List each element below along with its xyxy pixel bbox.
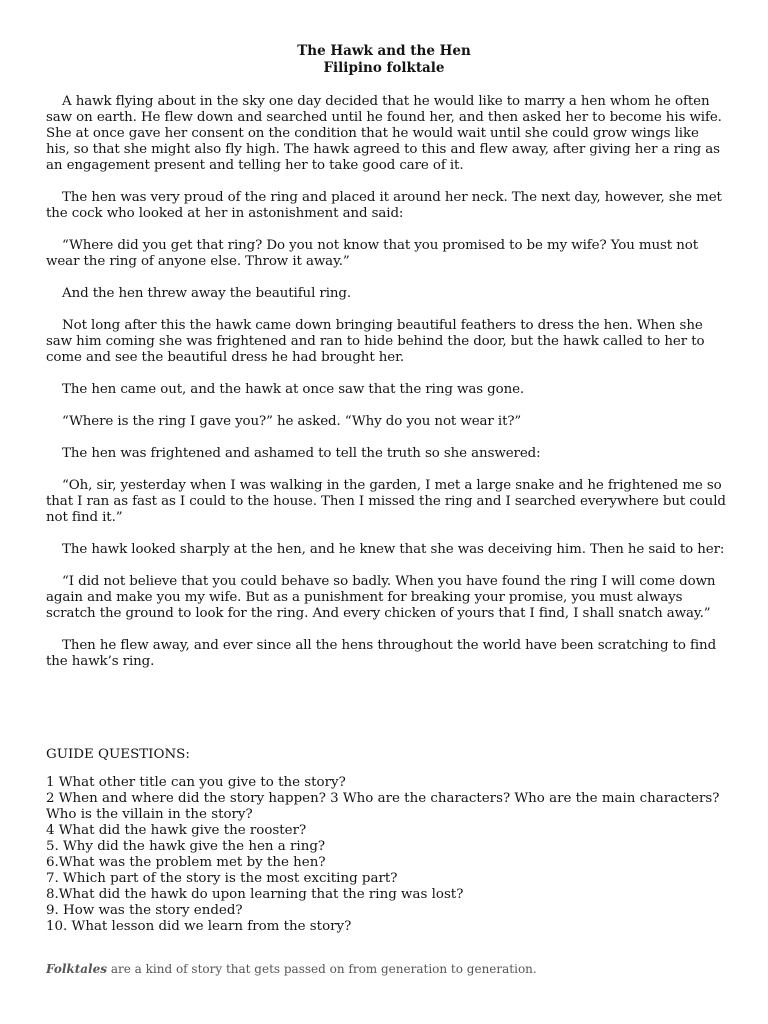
question-item: 2 When and where did the story happen? 3 Who are the characters? Who are the main characters? Who is the villain in the story?	[46, 791, 720, 822]
story-paragraph: “I did not believe that you could behave so badly. When you have found the ring I will come down again and make you my wife. But as a punishment for breaking your promise, you must always scratch the ground to look for the ring. And every chicken of yours that I find, I shall snatch away.”	[46, 574, 716, 621]
question-list	[46, 775, 726, 935]
question-item: 4 What did the hawk give the rooster?	[46, 823, 307, 838]
question-item: 7. Which part of the story is the most exciting part?	[46, 871, 398, 886]
footer-term: Folktales	[46, 962, 108, 976]
story-paragraph: “Oh, sir, yesterday when I was walking in the garden, I met a large snake and he frightened me so that I ran as fast as I could to the house. Then I missed the ring and I searched everywhere but could not find it.”	[46, 478, 726, 525]
question-item: 9. How was the story ended?	[46, 903, 243, 918]
story-paragraph: Not long after this the hawk came down bringing beautiful feathers to dress the hen. When she saw him coming she was frightened and ran to hide behind the door, but the hawk called to her to come and see the beautiful dress he had brought her.	[46, 318, 705, 365]
question-item: 8.What did the hawk do upon learning that the ring was lost?	[46, 887, 464, 902]
footer-text: are a kind of story that gets passed on from generation to generation.	[107, 962, 537, 976]
question-item: 6.What was the problem met by the hen?	[46, 855, 326, 870]
footer-note	[46, 961, 726, 977]
title-block	[0, 43, 768, 77]
story-paragraph: The hen was frightened and ashamed to tell the truth so she answered:	[62, 446, 541, 461]
story-paragraph: And the hen threw away the beautiful ring.	[62, 286, 352, 301]
question-item: 5. Why did the hawk give the hen a ring?	[46, 839, 326, 854]
guide-questions	[46, 747, 726, 935]
question-item: 1 What other title can you give to the story?	[46, 775, 346, 790]
story-paragraph: The hawk looked sharply at the hen, and he knew that she was deceiving him. Then he said to her:	[62, 542, 725, 557]
story-subtitle: Filipino folktale	[323, 60, 445, 76]
question-item: 10. What lesson did we learn from the story?	[46, 919, 352, 934]
story-paragraph: Then he flew away, and ever since all the hens throughout the world have been scratching to find the hawk’s ring.	[46, 638, 717, 669]
guide-questions-heading: GUIDE QUESTIONS:	[46, 747, 190, 762]
story-title: The Hawk and the Hen	[297, 43, 471, 59]
story-paragraph: A hawk flying about in the sky one day decided that he would like to marry a hen whom he often saw on earth. He flew down and searched until he found her, and then asked her to become his wife. She at once gave her consent on the condition that he would wait until she could grow wings like his, so that she might also fly high. The hawk agreed to this and flew away, after giving her a ring as an engagement present and telling her to take good care of it.	[46, 94, 722, 173]
story-body	[46, 94, 726, 686]
story-paragraph: The hen came out, and the hawk at once saw that the ring was gone.	[62, 382, 525, 397]
story-paragraph: “Where is the ring I gave you?” he asked. “Why do you not wear it?”	[62, 414, 522, 429]
story-paragraph: The hen was very proud of the ring and placed it around her neck. The next day, however, she met the cock who looked at her in astonishment and said:	[46, 190, 722, 221]
story-paragraph: “Where did you get that ring? Do you not know that you promised to be my wife? You must not wear the ring of anyone else. Throw it away.”	[46, 238, 699, 269]
